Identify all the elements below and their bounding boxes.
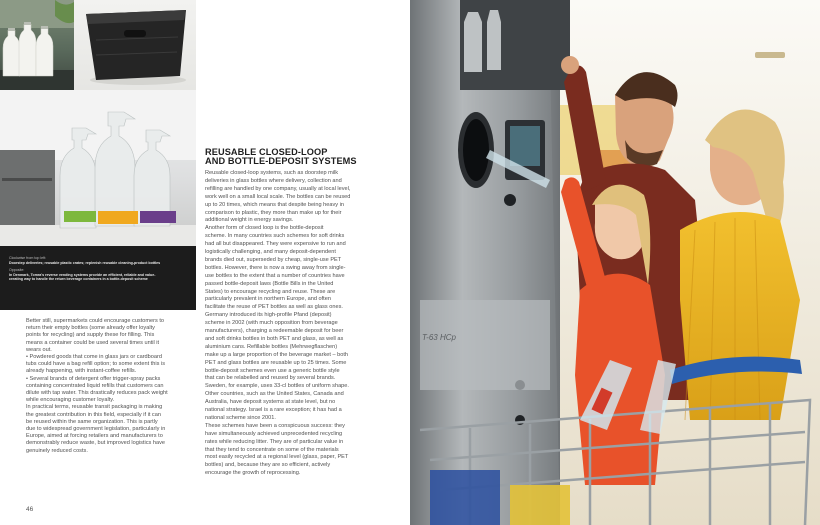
plastic-crate-photo — [74, 0, 196, 90]
text-line: facilitate the reuse of PET bottles as well as glass ones. — [205, 304, 343, 311]
text-line: means a container could be used several times until it — [26, 339, 160, 346]
text-line: Australia, have deposit systems at state level, but no — [205, 399, 336, 406]
text-line: additional weight in energy savings. — [205, 217, 294, 224]
text-line: • Powdered goods that come in glass jars or cardboard — [26, 354, 162, 360]
article-heading — [205, 148, 400, 167]
text-line: Germany introduced its high-profile Pfand (deposit) — [205, 312, 332, 319]
text-line: comparison to plastic, they more than make up for their — [205, 209, 342, 216]
text-line: up to 20 times, which means that despite being heavy in — [205, 201, 344, 208]
text-line: In practical terms, reusable transit packaging is making — [26, 404, 163, 411]
text-line: bottles) and, because they are so efficient, actively — [205, 462, 331, 469]
text-line: national strategy. Israel is a rare exception; it has had a — [205, 407, 342, 413]
text-line: use bottles to the extent that a number of countries have — [205, 272, 345, 279]
text-line: be reused within the same organization. This is partly — [26, 418, 158, 425]
text-line: These schemes have been a conspicuous success: they — [205, 422, 345, 429]
left-text-column — [26, 318, 196, 488]
text-line: tubs could have a bag refill option; to some extent this is — [26, 361, 165, 368]
text-line: Sweden, for example, uses 33-cl bottles of uniform shape. — [205, 383, 349, 390]
caption-label: Clockwise from top left: — [9, 256, 47, 260]
text-line: deliveries in glass bottles where delivery, collection and — [205, 177, 342, 184]
caption-text: Doorstep deliveries; reusable plastic crates; replenish reusable cleaning-product bottles — [9, 260, 161, 265]
milk-bottles-photo — [0, 0, 74, 90]
text-line: logistically challenging, and many deposit-dependent — [205, 249, 336, 255]
text-line: make up a large proportion of the beverage market – both — [205, 351, 349, 358]
text-line: scheme in 2002 (with much opposition from beverage — [205, 320, 338, 327]
text-line: encourage the growth of reprocessing. — [205, 470, 301, 477]
text-line: have simultaneously achieved unprecedented recycling — [205, 430, 343, 437]
text-line: had all but disappeared. They were expensive to run and — [205, 241, 346, 248]
text-line: Better still, supermarkets could encourage customers to — [26, 318, 165, 324]
text-line: genuinely reduced costs. — [26, 447, 88, 454]
caption-text: In Denmark, Tomra's reverse vending systems provide an efficient, reliable and value- — [9, 272, 156, 277]
text-line: due to widespread government legislation, particularly in — [26, 426, 166, 432]
text-line: that they tend to concentrate on some of the materials — [205, 446, 339, 453]
text-line: dilute with tap water. This drastically reduces pack weight — [26, 390, 168, 396]
machine-model-label: T-63 HCp — [422, 333, 456, 342]
caption-text: creating way to handle the return beverage containers in a bottle-deposit scheme — [9, 277, 148, 281]
text-line: aluminium cans. Refillable bottles (Mehrwegflaschen) — [205, 343, 338, 350]
text-line: • Several brands of detergent offer trigger-spray packs — [26, 375, 161, 382]
text-line: manufacturers), charging a redeemable deposit for beer — [205, 328, 344, 334]
text-line: refilling are handled by one company, usually at local level, — [205, 185, 351, 192]
text-line: Other countries, such as the United States, Canada and — [205, 391, 344, 398]
text-line: rates while reducing litter. They are of particular value in — [205, 438, 344, 445]
text-line: bottles. However, there is now a swing away from single- — [205, 264, 346, 271]
text-line: Another form of closed loop is the bottle-deposit — [205, 225, 324, 232]
text-line: brands died out, superseded by cheap, single-use PET — [205, 256, 342, 263]
article-body — [205, 170, 400, 510]
text-line: while encouraging customer loyalty. — [26, 397, 115, 404]
text-line: scheme. In many countries such schemes for soft drinks — [205, 233, 345, 240]
text-line: States) to encourage recycling and reuse. These are — [205, 288, 336, 295]
text-line: points for recycling) and supply these for filling. This — [26, 332, 155, 339]
heading-line: AND BOTTLE-DEPOSIT SYSTEMS — [205, 156, 357, 167]
spray-bottles-photo — [0, 90, 196, 246]
crate-illustration — [74, 0, 196, 90]
text-line: Europe, aimed at forcing retailers and manufacturers to — [26, 433, 163, 440]
text-line: and soft drinks bottles in both PET and glass, as well as — [205, 335, 344, 342]
page-number: 46 — [26, 506, 34, 513]
text-line: passed bottle-deposit laws (Bottle Bills in the United — [205, 280, 334, 287]
caption-label: Opposite: — [9, 268, 25, 272]
spray-bottles-illustration — [0, 90, 196, 246]
text-line: return their empty bottles (some already offer loyalty — [26, 325, 155, 332]
bottle-deposit-machine-photo — [410, 0, 820, 525]
text-line: most easily recycled at a regional level (glass, paper, PET — [205, 454, 349, 461]
text-line: already happening, with instant-coffee refills. — [26, 368, 137, 375]
text-line: national scheme since 2001. — [205, 414, 276, 421]
text-line: that can be relabelled and reused by several brands. — [205, 375, 336, 382]
photo-caption-panel — [0, 246, 196, 310]
text-line: particularly prevalent in northern Europe, and often — [205, 296, 331, 303]
text-line: wears out. — [26, 346, 52, 353]
text-line: bottle-deposit schemes even use a generic bottle style — [205, 367, 340, 374]
text-line: Reusable closed-loop systems, such as doorstep milk — [205, 170, 339, 176]
heading-line: REUSABLE CLOSED-LOOP — [205, 147, 328, 157]
text-line: the greatest contribution in this field, especially if it can — [26, 411, 161, 418]
milk-bottles-illustration — [0, 0, 74, 90]
text-line: PET and glass bottles are reusable up to 25 times. Some — [205, 359, 347, 366]
recycling-scene-illustration — [410, 0, 820, 525]
text-line: demonstrably reduce waste, but improved logistics have — [26, 440, 165, 447]
text-line: containing concentrated liquid refills that customers can — [26, 382, 164, 389]
text-line: work well on a small local scale. The bottles can be reused — [205, 193, 351, 200]
